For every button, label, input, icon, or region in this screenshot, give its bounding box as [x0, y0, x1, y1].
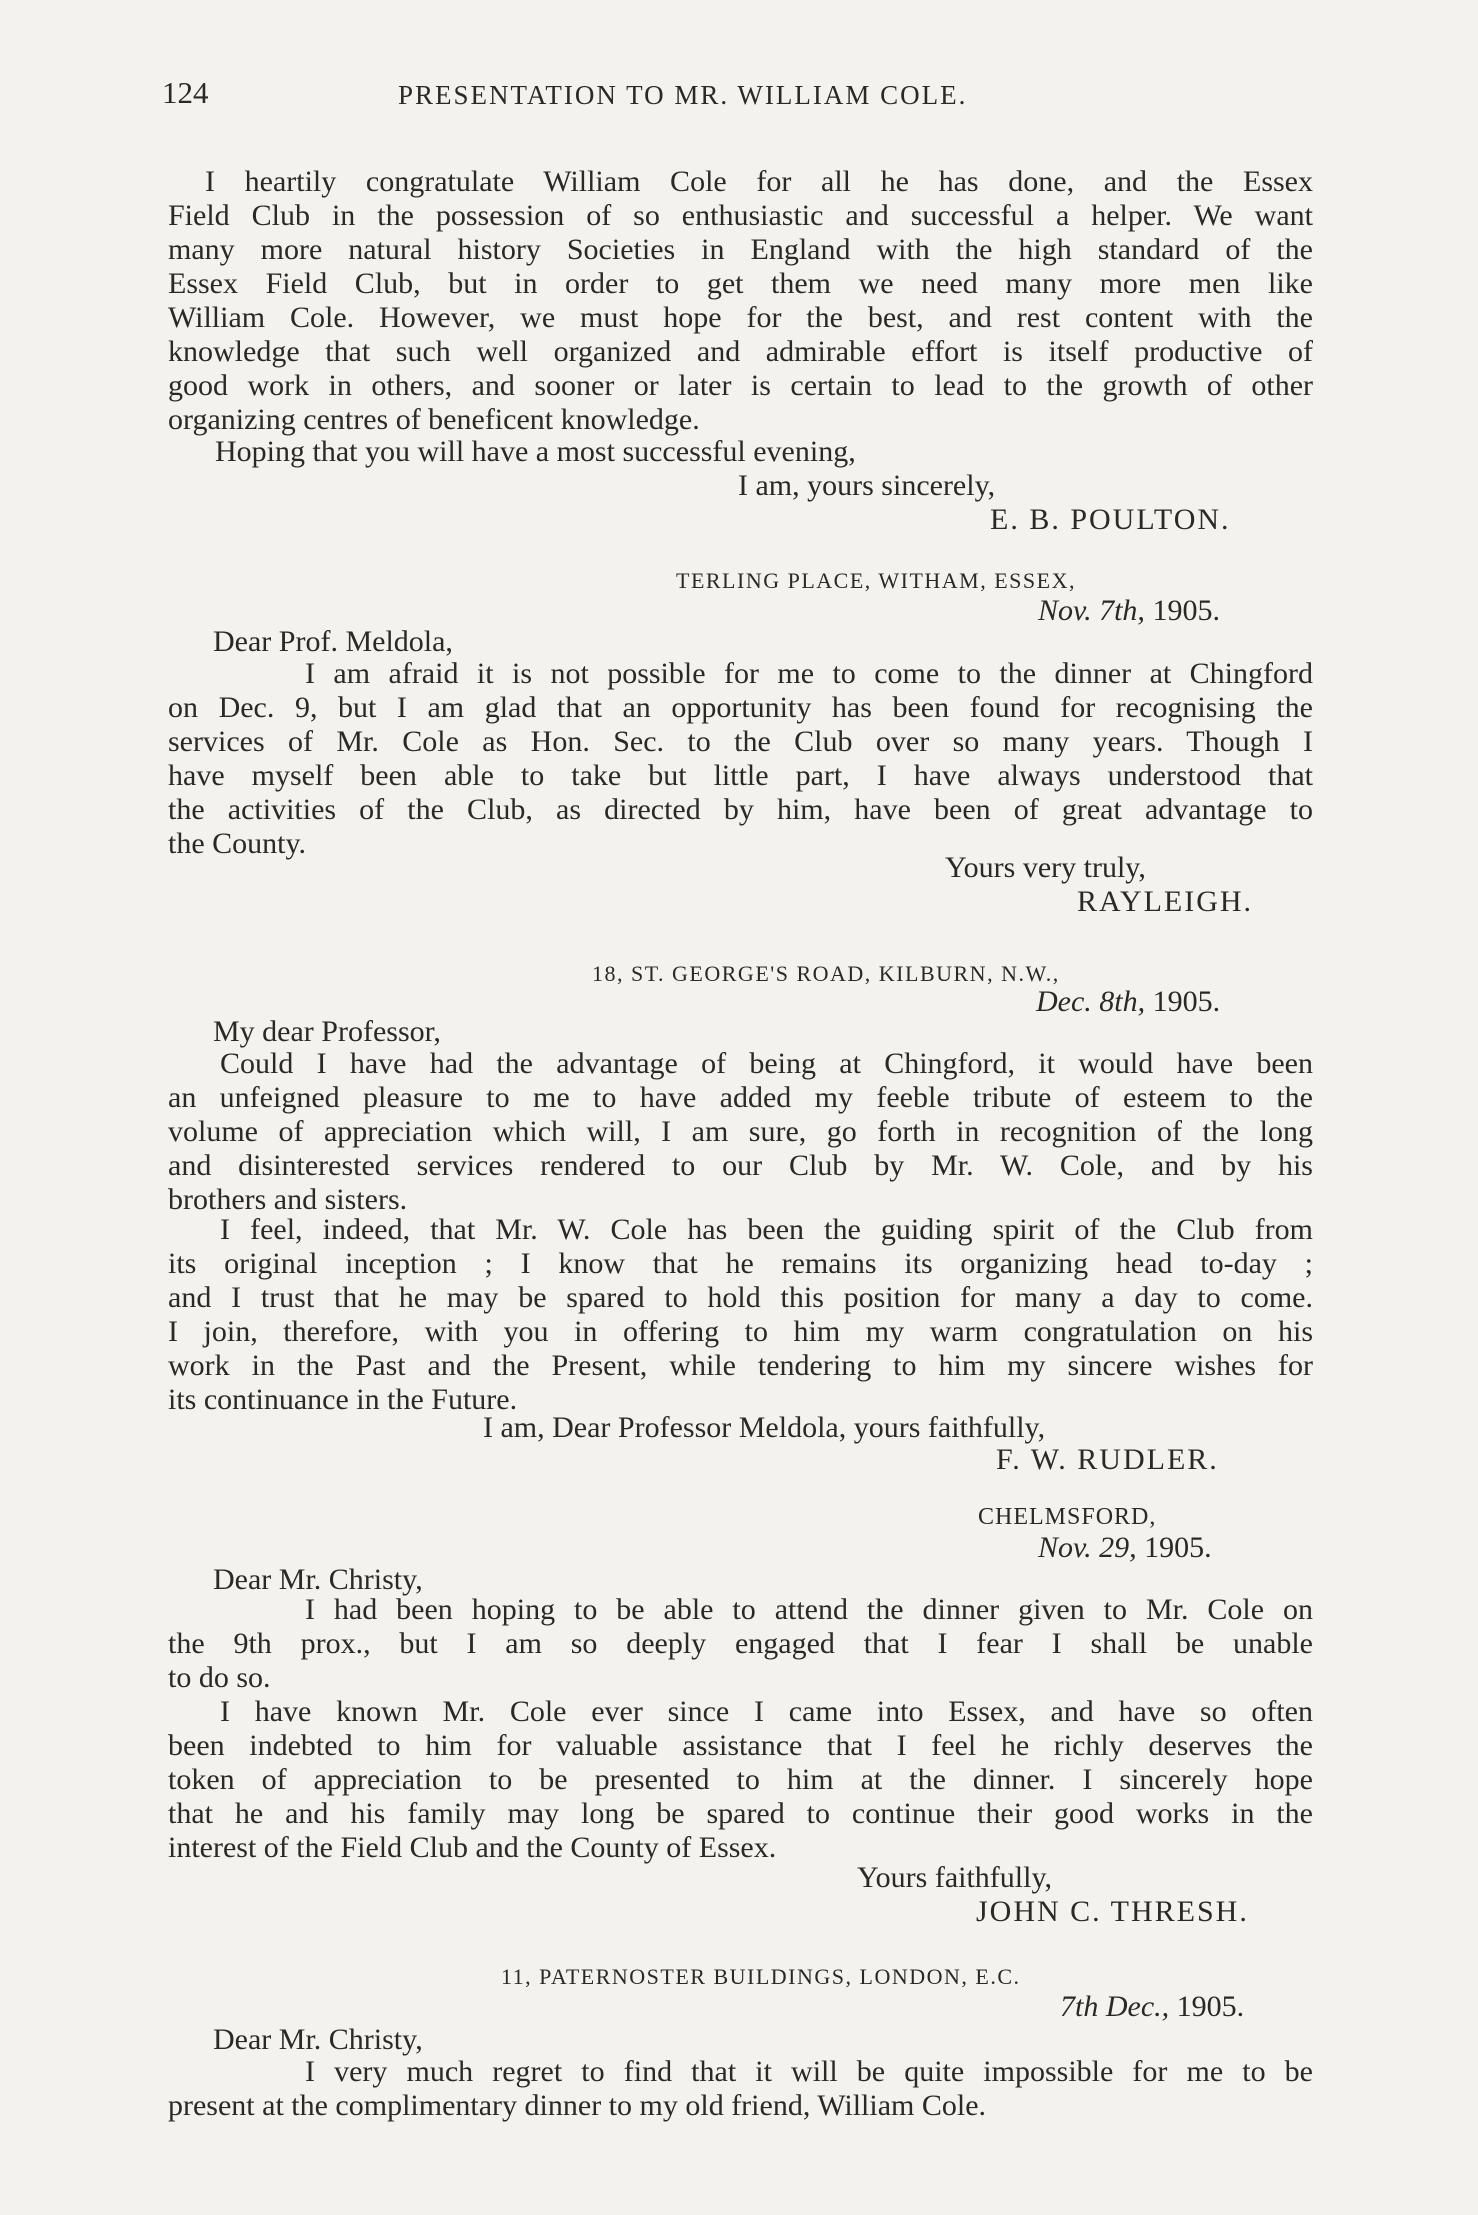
address-line: CHELMSFORD, — [978, 1504, 1157, 1530]
address-line: 11, PATERNOSTER BUILDINGS, LONDON, E.C. — [501, 1964, 1021, 1989]
body-line: its original inception ; I know that he remains its organizing head to-day ; — [168, 1247, 1313, 1280]
body-line: I join, therefore, with you in offering to him my warm congratulation on his — [168, 1315, 1313, 1348]
date-year: 1905. — [1152, 594, 1220, 627]
body-line: I am afraid it is not possible for me to come to the dinner at Chingford — [305, 657, 1313, 690]
salutation: My dear Professor, — [213, 1015, 441, 1048]
signature: JOHN C. THRESH. — [976, 1895, 1249, 1928]
body-line: I feel, indeed, that Mr. W. Cole has been the guiding spirit of the Club from — [220, 1213, 1313, 1246]
body-line: to do so. — [168, 1661, 271, 1694]
body-line: I heartily congratulate William Cole for all he has done, and the Essex — [205, 165, 1313, 198]
date-day: Nov. 7th, — [1038, 594, 1145, 627]
body-line: volume of appreciation which will, I am sure, go forth in recognition of the long — [168, 1115, 1313, 1148]
valediction: I am, yours sincerely, — [738, 469, 996, 502]
salutation: Dear Mr. Christy, — [213, 1563, 423, 1596]
salutation: Dear Prof. Meldola, — [213, 625, 453, 658]
signature: F. W. RUDLER. — [996, 1443, 1219, 1476]
body-line: and I trust that he may be spared to hold this position for many a day to come. — [168, 1281, 1313, 1314]
body-line: Field Club in the possession of so enthusiastic and successful a helper. We want — [168, 199, 1313, 232]
body-line: Essex Field Club, but in order to get them we need many more men like — [168, 267, 1313, 300]
body-line: and disinterested services rendered to our Club by Mr. W. Cole, and by his — [168, 1149, 1313, 1182]
body-line: token of appreciation to be presented to him at the dinner. I sincerely hope — [168, 1763, 1313, 1796]
valediction: I am, Dear Professor Meldola, yours faithfully, — [483, 1411, 1046, 1444]
body-line: the activities of the Club, as directed by him, have been of great advantage to — [168, 793, 1313, 826]
body-line: brothers and sisters. — [168, 1183, 408, 1216]
body-line: interest of the Field Club and the County of Essex. — [168, 1831, 777, 1864]
body-line: on Dec. 9, but I am glad that an opportunity has been found for recognising the — [168, 691, 1313, 724]
body-line: I had been hoping to be able to attend the dinner given to Mr. Cole on — [305, 1593, 1313, 1626]
signature: E. B. POULTON. — [990, 503, 1231, 536]
body-line: been indebted to him for valuable assistance that I feel he richly deserves the — [168, 1729, 1313, 1762]
body-line: its continuance in the Future. — [168, 1383, 518, 1416]
body-line: I very much regret to find that it will be quite impossible for me to be — [305, 2055, 1313, 2088]
date-day: Dec. 8th, — [1036, 985, 1146, 1018]
date-line — [1036, 985, 1478, 1019]
body-line: many more natural history Societies in England with the high standard of the — [168, 233, 1313, 266]
body-line: that he and his family may long be spared to continue their good works in the — [168, 1797, 1313, 1830]
address-line: 18, ST. GEORGE'S ROAD, KILBURN, N.W., — [592, 961, 1060, 986]
body-line: the 9th prox., but I am so deeply engaged that I fear I shall be unable — [168, 1627, 1313, 1660]
date-day: 7th Dec., — [1060, 1990, 1170, 2023]
running-title: PRESENTATION TO MR. WILLIAM COLE. — [398, 80, 968, 110]
page-number: 124 — [162, 75, 209, 110]
date-line — [1060, 1990, 1478, 2024]
body-line: Could I have had the advantage of being at Chingford, it would have been — [220, 1047, 1313, 1080]
date-year: 1905. — [1152, 985, 1221, 1018]
valediction: Yours faithfully, — [857, 1861, 1053, 1894]
body-line: good work in others, and sooner or later is certain to lead to the growth of other — [168, 369, 1313, 402]
body-line: William Cole. However, we must hope for the best, and rest content with the — [168, 301, 1313, 334]
valediction: Yours very truly, — [945, 851, 1146, 884]
date-day: Nov. 29, — [1038, 1531, 1137, 1564]
body-line: I have known Mr. Cole ever since I came into Essex, and have so often — [220, 1695, 1313, 1728]
body-line: organizing centres of beneficent knowledge. — [168, 403, 700, 436]
body-line: services of Mr. Cole as Hon. Sec. to the Club over so many years. Though I — [168, 725, 1313, 758]
body-line: an unfeigned pleasure to me to have added my feeble tribute of esteem to the — [168, 1081, 1313, 1114]
closing-line: Hoping that you will have a most successful evening, — [215, 435, 856, 468]
date-year: 1905. — [1144, 1531, 1212, 1564]
signature: RAYLEIGH. — [1077, 885, 1254, 918]
body-line: the County. — [168, 827, 307, 860]
body-line: knowledge that such well organized and admirable effort is itself productive of — [168, 335, 1313, 368]
address-line: TERLING PLACE, WITHAM, ESSEX, — [676, 568, 1076, 593]
body-line: present at the complimentary dinner to my old friend, William Cole. — [168, 2089, 987, 2122]
body-line: have myself been able to take but little part, I have always understood that — [168, 759, 1313, 792]
salutation: Dear Mr. Christy, — [213, 2023, 423, 2056]
date-line — [1038, 1531, 1478, 1565]
date-line — [1038, 594, 1478, 628]
date-year: 1905. — [1176, 1990, 1245, 2023]
body-line: work in the Past and the Present, while tendering to him my sincere wishes for — [168, 1349, 1313, 1382]
